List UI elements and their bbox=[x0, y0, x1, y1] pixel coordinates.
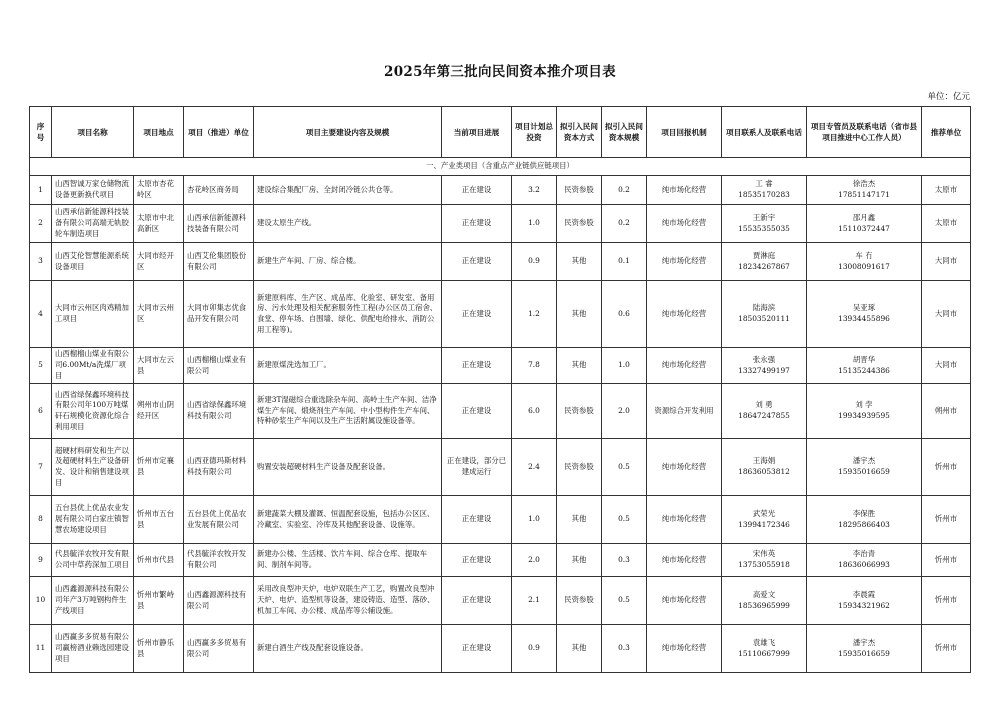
cell-investment: 1.0 bbox=[512, 205, 557, 243]
cell-recommender: 忻州市 bbox=[922, 439, 971, 496]
cell-no: 7 bbox=[30, 439, 52, 496]
manager-name: 车 冇 bbox=[855, 250, 873, 260]
cell-recommender: 朔州市 bbox=[922, 384, 971, 439]
cell-method: 其他 bbox=[557, 243, 602, 281]
manager-name: 潘宇杰 bbox=[852, 456, 876, 466]
cell-unit: 大同市卯集志优食品开发有限公司 bbox=[184, 281, 254, 348]
cell-name: 大同市云州区肉鸡精加工项目 bbox=[52, 281, 134, 348]
cell-no: 10 bbox=[30, 577, 52, 625]
cell-investment: 2.1 bbox=[512, 577, 557, 625]
cell-content: 新建3T湿磁综合重选除杂车间、高岭土生产车间、洁净煤生产车间、煅烧剂生产车间、中小型构件生产车间、特种砂浆生产车间以及生产生活附属设施设备等。 bbox=[254, 384, 442, 439]
contact-phone: 18503520111 bbox=[738, 314, 790, 323]
cell-unit: 山西鑫源源科技有限公司 bbox=[184, 577, 254, 625]
cell-location: 忻州市定襄县 bbox=[134, 439, 184, 496]
cell-progress: 正在建设 bbox=[442, 243, 512, 281]
cell-unit: 山西艾伦集团股份有限公司 bbox=[184, 243, 254, 281]
header-cell-location: 项目地点 bbox=[134, 107, 184, 158]
cell-method: 其他 bbox=[557, 544, 602, 577]
cell-method: 民资参股 bbox=[557, 384, 602, 439]
cell-investment: 7.8 bbox=[512, 348, 557, 384]
cell-mechanism: 纯市场化经营 bbox=[647, 439, 722, 496]
cell-location: 大同市经开区 bbox=[134, 243, 184, 281]
cell-no: 6 bbox=[30, 384, 52, 439]
contact-phone: 13994172346 bbox=[738, 519, 790, 529]
cell-recommender: 大同市 bbox=[922, 243, 971, 281]
cell-contact bbox=[722, 496, 807, 544]
cell-contact bbox=[722, 544, 807, 577]
cell-recommender: 太原市 bbox=[922, 205, 971, 243]
cell-scale: 0.2 bbox=[602, 176, 647, 205]
cell-manager bbox=[807, 384, 922, 439]
manager-phone: 15110372447 bbox=[838, 223, 890, 233]
manager-name: 李保胜 bbox=[852, 508, 876, 518]
cell-manager bbox=[807, 176, 922, 205]
cell-progress: 正在建设 bbox=[442, 281, 512, 348]
cell-contact bbox=[722, 625, 807, 673]
table-row bbox=[30, 577, 971, 625]
cell-name: 超硬材料研发和生产以及超硬材料生产设备研发、设计和销售建设项目 bbox=[52, 439, 134, 496]
cell-content: 新建原料库、生产区、成品库、化验室、研发室、备用房、污水处理及相关配套服务性工程(办公区员工宿舍、食堂、停车场、自围墙、绿化、供配电给排水、消防公用工程等)。 bbox=[254, 281, 442, 348]
manager-name: 胡晋华 bbox=[852, 354, 876, 364]
manager-name: 徐浩杰 bbox=[852, 179, 876, 189]
cell-content: 新建生产车间、厂房、综合楼。 bbox=[254, 243, 442, 281]
contact-name: 陆海滨 bbox=[752, 303, 776, 313]
cell-name: 山西榴榴山煤业有限公司6.00Mt/a洗煤厂项目 bbox=[52, 348, 134, 384]
cell-content: 新建白酒生产线及配套设施设备。 bbox=[254, 625, 442, 673]
cell-contact bbox=[722, 281, 807, 348]
cell-scale: 0.3 bbox=[602, 625, 647, 673]
cell-investment: 0.9 bbox=[512, 243, 557, 281]
cell-scale: 0.6 bbox=[602, 281, 647, 348]
cell-method: 其他 bbox=[557, 625, 602, 673]
table-row bbox=[30, 384, 971, 439]
cell-scale: 1.0 bbox=[602, 348, 647, 384]
cell-location: 忻州市静乐县 bbox=[134, 625, 184, 673]
cell-no: 4 bbox=[30, 281, 52, 348]
cell-investment: 2.0 bbox=[512, 544, 557, 577]
manager-name: 邵月鑫 bbox=[852, 212, 876, 222]
cell-unit: 山西榴榴山煤业有限公司 bbox=[184, 348, 254, 384]
contact-name: 贾淋庭 bbox=[752, 250, 776, 260]
cell-no: 3 bbox=[30, 243, 52, 281]
cell-manager bbox=[807, 625, 922, 673]
cell-progress: 正在建设，部分已建成运行 bbox=[442, 439, 512, 496]
manager-name: 刘 孛 bbox=[855, 400, 873, 410]
cell-scale: 0.3 bbox=[602, 544, 647, 577]
cell-contact bbox=[722, 243, 807, 281]
cell-progress: 正在建设 bbox=[442, 625, 512, 673]
cell-recommender: 忻州市 bbox=[922, 544, 971, 577]
header-cell-recommender: 推荐单位 bbox=[922, 107, 971, 158]
contact-phone: 15110667999 bbox=[738, 648, 790, 658]
cell-progress: 正在建设 bbox=[442, 384, 512, 439]
table-row bbox=[30, 205, 971, 243]
cell-manager bbox=[807, 496, 922, 544]
cell-content: 采用改良型冲天炉，电炉双联生产工艺，购置改良型冲天炉、电炉、造型机等设备，建设铸造、造型、落砂、机加工车间、办公楼、成品库等公辅设施。 bbox=[254, 577, 442, 625]
cell-method: 民资参股 bbox=[557, 205, 602, 243]
cell-progress: 正在建设 bbox=[442, 176, 512, 205]
manager-phone: 17851147171 bbox=[838, 190, 890, 199]
cell-no: 9 bbox=[30, 544, 52, 577]
header-cell-manager: 项目专管员及联系电话（省市县项目推进中心工作人员） bbox=[807, 107, 922, 158]
cell-scale: 0.2 bbox=[602, 205, 647, 243]
cell-no: 1 bbox=[30, 176, 52, 205]
manager-phone: 15935016659 bbox=[838, 648, 890, 658]
table-row bbox=[30, 625, 971, 673]
cell-location: 太原市杏花岭区 bbox=[134, 176, 184, 205]
cell-scale: 0.5 bbox=[602, 439, 647, 496]
cell-progress: 正在建设 bbox=[442, 348, 512, 384]
contact-name: 张永强 bbox=[752, 354, 776, 364]
cell-recommender: 太原市 bbox=[922, 176, 971, 205]
header-cell-content: 项目主要建设内容及规模 bbox=[254, 107, 442, 158]
page-title: 2025年第三批向民间资本推介项目表 bbox=[384, 64, 616, 80]
cell-method: 其他 bbox=[557, 496, 602, 544]
cell-no: 11 bbox=[30, 625, 52, 673]
contact-name: 袁雄飞 bbox=[752, 637, 776, 647]
cell-contact bbox=[722, 205, 807, 243]
cell-progress: 正在建设 bbox=[442, 577, 512, 625]
cell-method: 民资参股 bbox=[557, 577, 602, 625]
cell-manager bbox=[807, 348, 922, 384]
cell-location: 忻州市繁峙县 bbox=[134, 577, 184, 625]
cell-scale: 0.1 bbox=[602, 243, 647, 281]
header-cell-mechanism: 项目回报机制 bbox=[647, 107, 722, 158]
cell-content: 新建蔬菜大棚及灌溉、恒温配套设施，包括办公区区、冷藏室、实验室、冷库及其他配套设备、设施等。 bbox=[254, 496, 442, 544]
manager-phone: 15135244386 bbox=[838, 365, 890, 375]
cell-name: 五台县优上优品农业发展有限公司白家庄镇智慧农场建设项目 bbox=[52, 496, 134, 544]
cell-manager bbox=[807, 577, 922, 625]
cell-investment: 0.9 bbox=[512, 625, 557, 673]
table-row bbox=[30, 496, 971, 544]
header-cell-name: 项目名称 bbox=[52, 107, 134, 158]
manager-phone: 13008091617 bbox=[838, 261, 890, 271]
cell-location: 大同市云州区 bbox=[134, 281, 184, 348]
cell-method: 其他 bbox=[557, 281, 602, 348]
cell-progress: 正在建设 bbox=[442, 544, 512, 577]
cell-scale: 2.0 bbox=[602, 384, 647, 439]
header-cell-progress: 当前项目进展 bbox=[442, 107, 512, 158]
header-cell-unit: 项目（推进）单位 bbox=[184, 107, 254, 158]
cell-mechanism: 纯市场化经营 bbox=[647, 243, 722, 281]
cell-mechanism: 纯市场化经营 bbox=[647, 625, 722, 673]
cell-name: 山西鑫源源科技有限公司年产3万吨钢构件生产线项目 bbox=[52, 577, 134, 625]
cell-recommender: 大同市 bbox=[922, 281, 971, 348]
table-row bbox=[30, 176, 971, 205]
cell-recommender: 大同市 bbox=[922, 348, 971, 384]
cell-mechanism: 纯市场化经营 bbox=[647, 544, 722, 577]
cell-contact bbox=[722, 176, 807, 205]
cell-name: 山西艾伦智慧能源系统设备项目 bbox=[52, 243, 134, 281]
manager-name: 潘宇杰 bbox=[852, 637, 876, 647]
section-title: 一、产业类项目（含重点产业链供应链项目） bbox=[30, 158, 971, 176]
cell-method: 其他 bbox=[557, 348, 602, 384]
cell-mechanism: 纯市场化经营 bbox=[647, 281, 722, 348]
contact-phone: 18234267867 bbox=[738, 261, 790, 271]
cell-name: 山西赢多多贸易有限公司赢榜酒业赖选园建设项目 bbox=[52, 625, 134, 673]
contact-phone: 18647247855 bbox=[738, 411, 790, 420]
cell-investment: 1.2 bbox=[512, 281, 557, 348]
cell-contact bbox=[722, 439, 807, 496]
contact-name: 高爱文 bbox=[752, 589, 776, 599]
cell-name: 山西承信新能源科技装备有限公司高端无轨胶轮车制造项目 bbox=[52, 205, 134, 243]
manager-name: 李晨霞 bbox=[852, 589, 876, 599]
contact-name: 工 睿 bbox=[755, 179, 773, 189]
cell-manager bbox=[807, 544, 922, 577]
contact-phone: 18536965999 bbox=[738, 600, 790, 610]
cell-contact bbox=[722, 384, 807, 439]
cell-mechanism: 纯市场化经营 bbox=[647, 348, 722, 384]
contact-phone: 13327499197 bbox=[738, 365, 790, 375]
cell-name: 代县毓洋农牧开发有限公司中草药深加工项目 bbox=[52, 544, 134, 577]
table-row bbox=[30, 281, 971, 348]
cell-mechanism: 纯市场化经营 bbox=[647, 577, 722, 625]
manager-phone: 15935016659 bbox=[838, 467, 890, 476]
cell-unit: 山西省绿保鑫环境科技有限公司 bbox=[184, 384, 254, 439]
cell-unit: 五台县优上优品农业发展有限公司 bbox=[184, 496, 254, 544]
cell-content: 新建原煤洗选加工厂。 bbox=[254, 348, 442, 384]
cell-contact bbox=[722, 348, 807, 384]
cell-mechanism: 纯市场化经营 bbox=[647, 205, 722, 243]
cell-location: 忻州市代县 bbox=[134, 544, 184, 577]
manager-name: 吴亚琢 bbox=[852, 303, 876, 313]
manager-phone: 19934939595 bbox=[838, 411, 890, 420]
manager-name: 李治青 bbox=[852, 549, 876, 559]
contact-name: 武荣光 bbox=[752, 508, 776, 518]
cell-unit: 代县毓洋农牧开发有限公司 bbox=[184, 544, 254, 577]
cell-location: 太原市中北高新区 bbox=[134, 205, 184, 243]
header-cell-investment: 项目计划总投资 bbox=[512, 107, 557, 158]
header-cell-method: 拟引入民间资本方式 bbox=[557, 107, 602, 158]
cell-scale: 0.5 bbox=[602, 496, 647, 544]
cell-unit: 山西亚德玛斯材料科技有限公司 bbox=[184, 439, 254, 496]
header-cell-contact: 项目联系人及联系电话 bbox=[722, 107, 807, 158]
cell-content: 建设综合集配厂房、全封闭冷链公共仓等。 bbox=[254, 176, 442, 205]
table-row bbox=[30, 243, 971, 281]
cell-no: 2 bbox=[30, 205, 52, 243]
cell-no: 5 bbox=[30, 348, 52, 384]
cell-progress: 正在建设 bbox=[442, 496, 512, 544]
cell-recommender: 忻州市 bbox=[922, 577, 971, 625]
manager-phone: 15934321962 bbox=[838, 600, 890, 610]
contact-name: 王新宇 bbox=[752, 212, 776, 222]
cell-mechanism: 资源综合开发利用 bbox=[647, 384, 722, 439]
cell-recommender: 忻州市 bbox=[922, 496, 971, 544]
table-row bbox=[30, 544, 971, 577]
cell-unit: 山西赢多多贸易有限公司 bbox=[184, 625, 254, 673]
header-row bbox=[30, 107, 971, 158]
cell-mechanism: 纯市场化经营 bbox=[647, 176, 722, 205]
unit-label: 单位：亿元 bbox=[927, 92, 970, 102]
cell-recommender: 忻州市 bbox=[922, 625, 971, 673]
cell-name: 山西智诚万家仓储物流设备更新换代项目 bbox=[52, 176, 134, 205]
cell-location: 大同市左云县 bbox=[134, 348, 184, 384]
cell-method: 民资参股 bbox=[557, 176, 602, 205]
contact-phone: 13753055918 bbox=[738, 560, 790, 569]
cell-manager bbox=[807, 205, 922, 243]
table-row bbox=[30, 439, 971, 496]
cell-manager bbox=[807, 243, 922, 281]
manager-phone: 18636066993 bbox=[838, 560, 890, 569]
cell-method: 民资参股 bbox=[557, 439, 602, 496]
contact-name: 王海娟 bbox=[752, 456, 776, 466]
cell-investment: 3.2 bbox=[512, 176, 557, 205]
contact-phone: 15535355035 bbox=[738, 223, 790, 233]
contact-name: 宋伟英 bbox=[752, 549, 776, 559]
manager-phone: 13934455896 bbox=[838, 314, 890, 323]
cell-content: 新建办公楼、生活楼、饮片车间、综合仓库、提取车间、制剂车间等。 bbox=[254, 544, 442, 577]
project-table bbox=[29, 106, 971, 673]
cell-mechanism: 纯市场化经营 bbox=[647, 496, 722, 544]
section-row bbox=[30, 158, 971, 176]
cell-investment: 2.4 bbox=[512, 439, 557, 496]
cell-contact bbox=[722, 577, 807, 625]
contact-phone: 18535170283 bbox=[738, 190, 790, 199]
cell-manager bbox=[807, 281, 922, 348]
cell-location: 忻州市五台县 bbox=[134, 496, 184, 544]
cell-scale: 0.5 bbox=[602, 577, 647, 625]
contact-phone: 18636053812 bbox=[738, 467, 790, 476]
header-cell-scale: 拟引入民间资本规模 bbox=[602, 107, 647, 158]
cell-progress: 正在建设 bbox=[442, 205, 512, 243]
cell-manager bbox=[807, 439, 922, 496]
cell-location: 朔州市山阴经开区 bbox=[134, 384, 184, 439]
cell-unit: 山西承信新能源科技装备有限公司 bbox=[184, 205, 254, 243]
cell-unit: 杏花岭区商务局 bbox=[184, 176, 254, 205]
cell-no: 8 bbox=[30, 496, 52, 544]
manager-phone: 18295866403 bbox=[838, 519, 890, 529]
contact-name: 刘 勇 bbox=[755, 400, 773, 410]
cell-investment: 6.0 bbox=[512, 384, 557, 439]
cell-name: 山西省绿保鑫环境科技有限公司年100万吨煤矸石规模化资源化综合利用项目 bbox=[52, 384, 134, 439]
table-row bbox=[30, 348, 971, 384]
cell-content: 购置安装超硬材料生产设备及配套设备。 bbox=[254, 439, 442, 496]
cell-content: 建设太原生产线。 bbox=[254, 205, 442, 243]
cell-investment: 1.0 bbox=[512, 496, 557, 544]
header-cell-no: 序号 bbox=[30, 107, 52, 158]
